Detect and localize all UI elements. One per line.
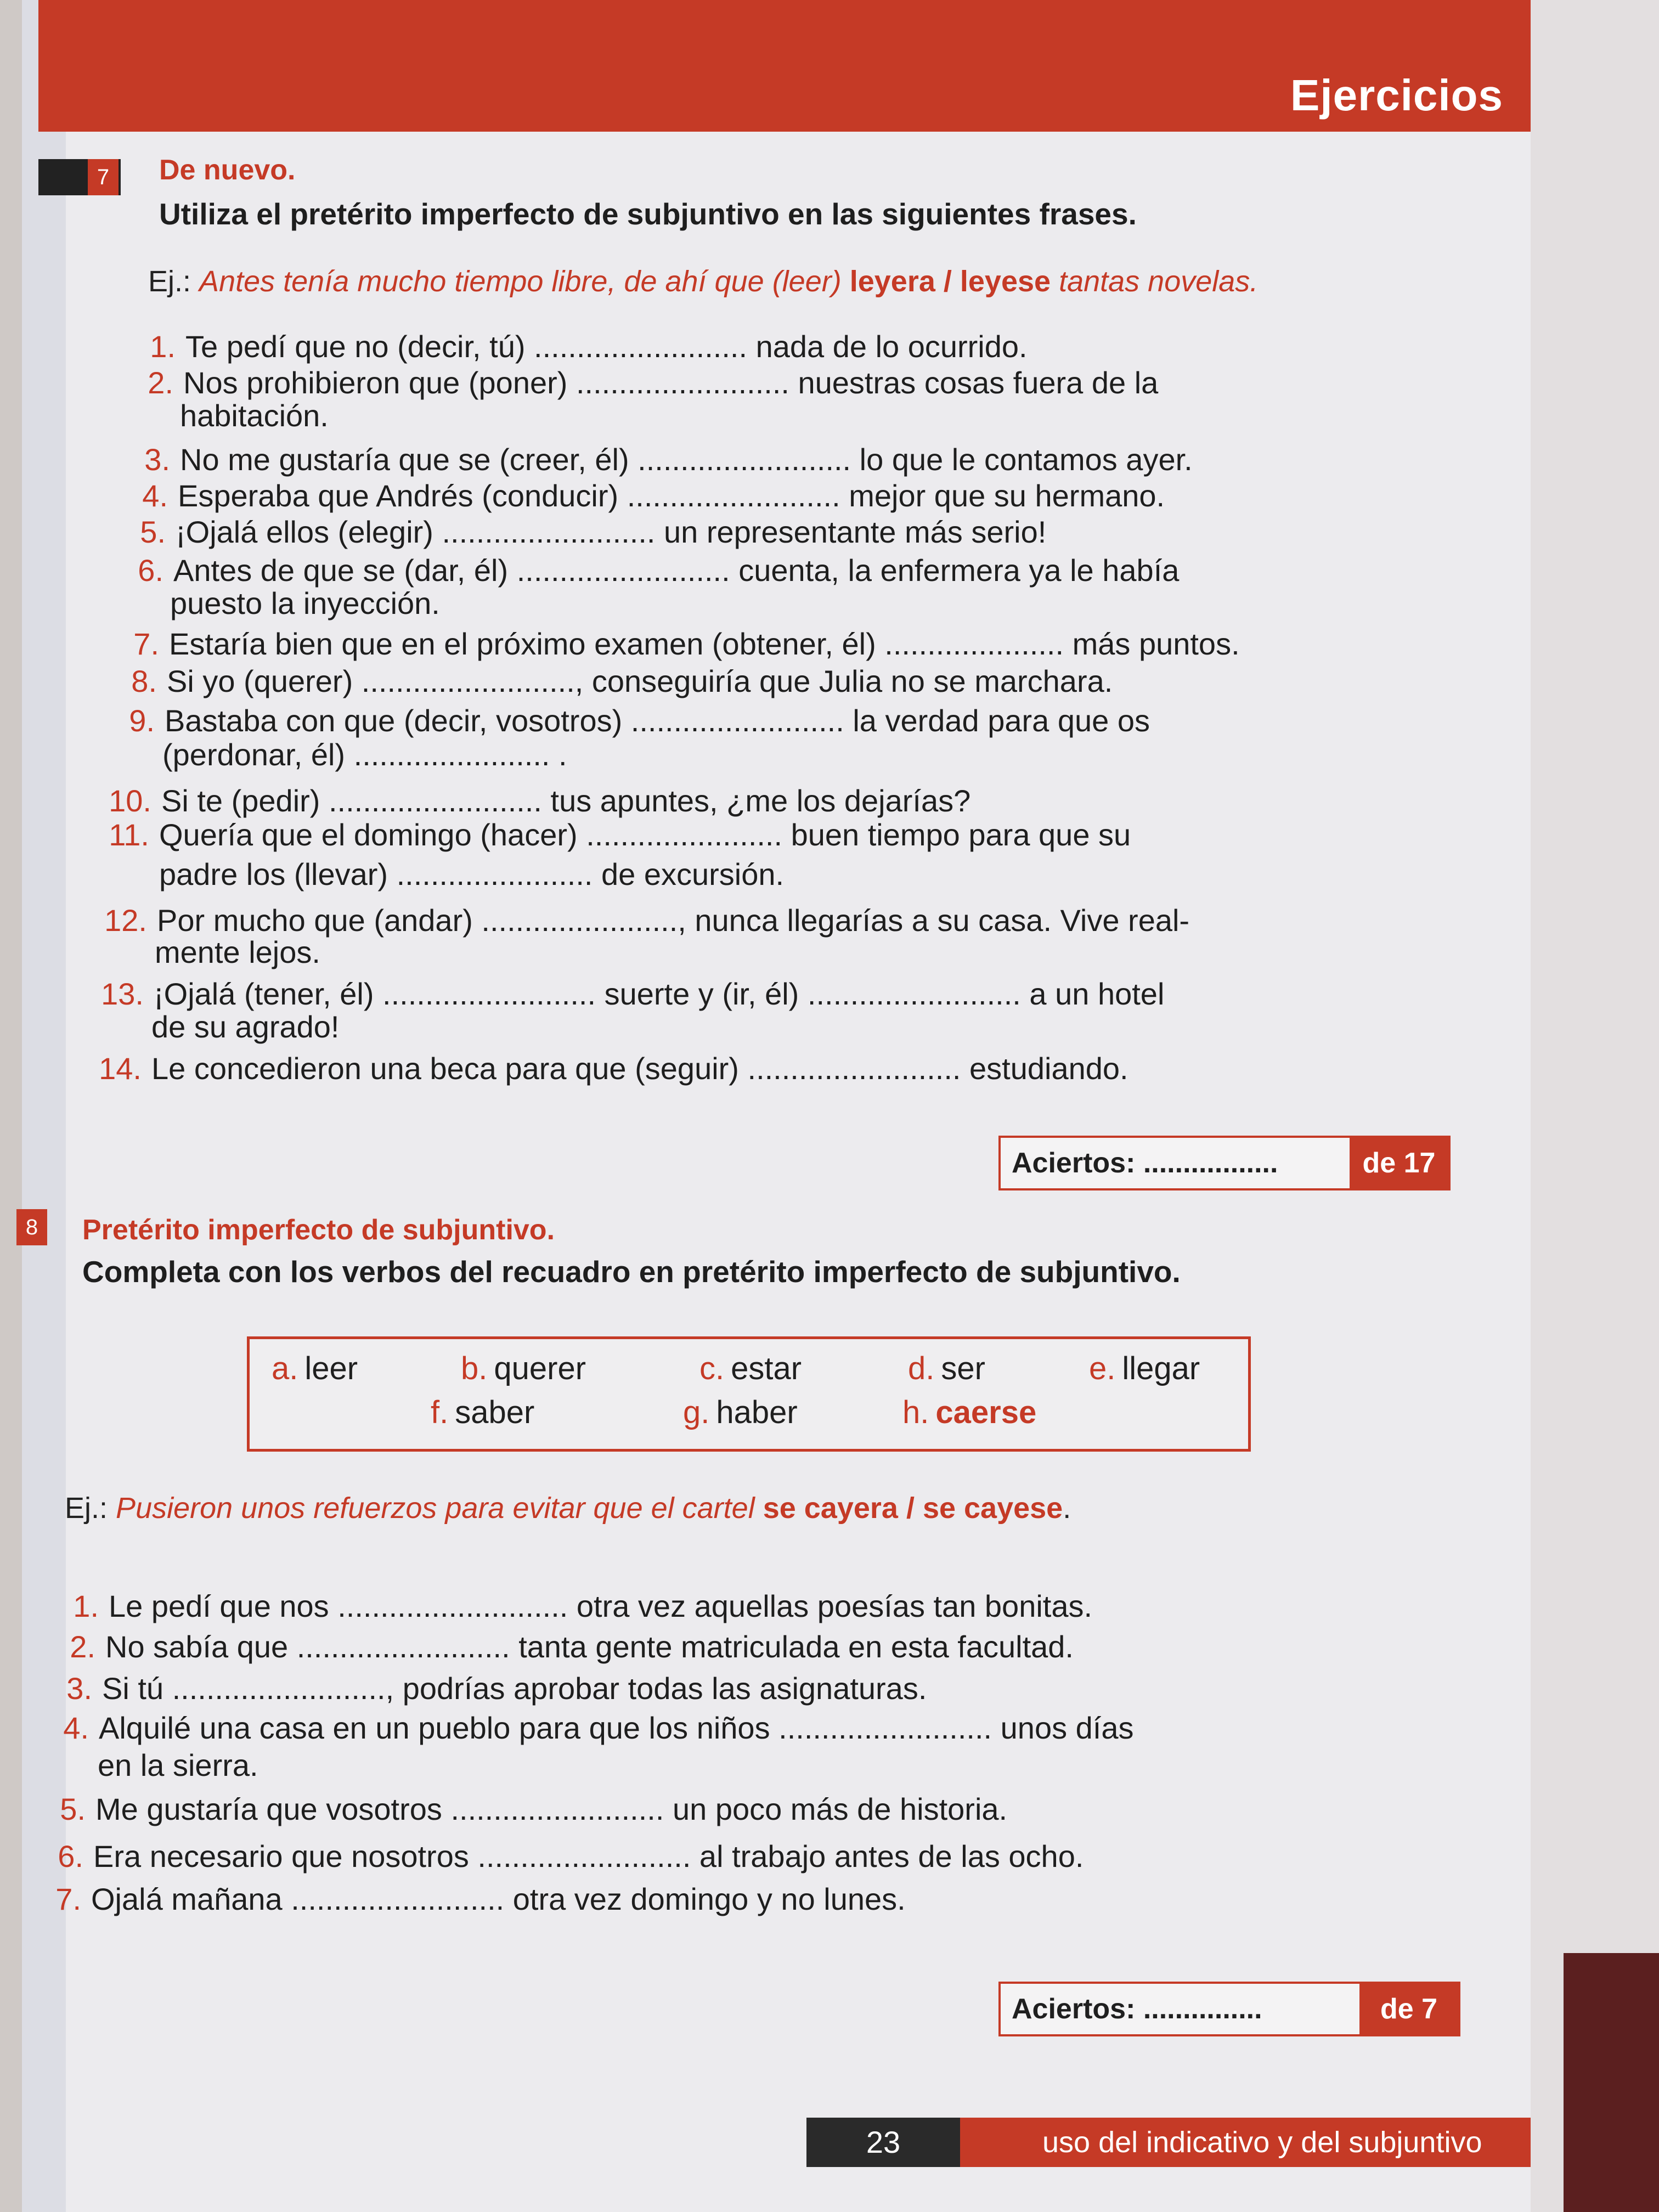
exercise-line: 6. Antes de que se (dar, él) ......................... cuenta, la enfermera ya le había <box>138 553 1180 588</box>
exercise-line: 9. Bastaba con que (decir, vosotros) ......................... la verdad para que os <box>129 703 1150 738</box>
exercise-line: 13. ¡Ojalá (tener, él) ......................... suerte y (ir, él) ......................... a un hotel <box>101 977 1165 1011</box>
score-total: de 7 <box>1359 1984 1458 2034</box>
exercise-line: 4. Alquilé una casa en un pueblo para que los niños ......................... unos días <box>63 1711 1134 1745</box>
exercise-7-score-box <box>998 1136 1451 1190</box>
exercise-7-number: 7 <box>88 159 119 195</box>
exercise-line-continuation: habitación. <box>180 398 329 433</box>
exercise-line: 5. ¡Ojalá ellos (elegir) ......................... un representante más serio! <box>140 515 1047 549</box>
exercise-line: 4. Esperaba que Andrés (conducir) ......................... mejor que su hermano. <box>142 478 1165 513</box>
exercise-line: 3. Si tú ........................., podrías aprobar todas las asignaturas. <box>66 1671 927 1706</box>
exercise-8-example <box>65 1491 1071 1525</box>
exercise-line: 14. Le concedieron una beca para que (seguir) ......................... estudiando. <box>99 1051 1128 1086</box>
score-label: Aciertos: ................. <box>1012 1147 1278 1179</box>
score-total: de 17 <box>1350 1138 1448 1188</box>
header-bar <box>38 0 1553 132</box>
exercise-line: 10. Si te (pedir) ......................... tus apuntes, ¿me los dejarías? <box>109 783 971 818</box>
exercise-7-example <box>148 264 1258 298</box>
example-text-after: . <box>1063 1492 1071 1525</box>
exercise-line: 5. Me gustaría que vosotros ......................... un poco más de historia. <box>60 1792 1008 1826</box>
exercise-8-heading: Pretérito imperfecto de subjuntivo. <box>82 1214 555 1246</box>
exercise-line: 8. Si yo (querer) ........................., conseguiría que Julia no se marchara. <box>131 664 1113 698</box>
verb-box <box>247 1336 1251 1452</box>
background-cloth <box>1564 1953 1659 2212</box>
verb-option: h. caerse <box>902 1395 1037 1430</box>
exercise-line: 2. Nos prohibieron que (poner) ......................... nuestras cosas fuera de la <box>148 365 1159 400</box>
verb-option: c. estar <box>699 1351 802 1386</box>
example-prefix: Ej.: <box>65 1492 108 1525</box>
example-prefix: Ej.: <box>148 265 191 298</box>
exercise-7-heading: De nuevo. <box>159 154 296 186</box>
example-answer: leyera / leyese <box>849 265 1051 298</box>
exercise-8-instruction: Completa con los verbos del recuadro en pretérito imperfecto de subjuntivo. <box>82 1255 1181 1289</box>
exercise-line: 2. No sabía que ......................... tanta gente matriculada en esta facultad. <box>70 1629 1074 1664</box>
book-page <box>22 0 1591 2212</box>
example-text-before: Antes tenía mucho tiempo libre, de ahí que (leer) <box>199 265 842 298</box>
verb-option: b. querer <box>461 1351 586 1386</box>
example-answer: se cayera / se cayese <box>763 1492 1063 1525</box>
background-surface <box>1531 0 1659 2212</box>
verb-option: f. saber <box>431 1395 535 1430</box>
exercise-8-score-box <box>998 1982 1460 2036</box>
exercise-8-number: 8 <box>16 1209 47 1245</box>
verb-option: e. llegar <box>1089 1351 1200 1386</box>
exercise-line: 12. Por mucho que (andar) ......................., nunca llegarías a su casa. Vive real- <box>104 903 1190 938</box>
verb-option: g. haber <box>683 1395 798 1430</box>
exercise-line-continuation: en la sierra. <box>98 1748 258 1782</box>
exercise-line-continuation: de su agrado! <box>151 1009 340 1044</box>
verb-option: a. leer <box>272 1351 358 1386</box>
score-label: Aciertos: ............... <box>1012 1993 1262 2025</box>
page-title: Ejercicios <box>1290 71 1503 120</box>
exercise-line: 3. No me gustaría que se (creer, él) ......................... lo que le contamos ayer. <box>144 442 1193 477</box>
exercise-line-continuation: padre los (llevar) ....................... de excursión. <box>159 857 785 891</box>
exercise-line: 1. Le pedí que nos ........................... otra vez aquellas poesías tan bonitas. <box>73 1589 1093 1623</box>
exercise-7-instruction: Utiliza el pretérito imperfecto de subjuntivo en las siguientes frases. <box>159 197 1137 231</box>
exercise-line: 11. Quería que el domingo (hacer) ....................... buen tiempo para que su <box>109 817 1131 852</box>
exercise-line: 6. Era necesario que nosotros ......................... al trabajo antes de las ocho. <box>58 1839 1084 1874</box>
page-number: 23 <box>806 2118 960 2167</box>
page-spine <box>22 0 66 2212</box>
exercise-line-continuation: (perdonar, él) ....................... . <box>162 737 567 772</box>
exercise-line: 7. Ojalá mañana ......................... otra vez domingo y no lunes. <box>55 1882 906 1916</box>
exercise-line-continuation: mente lejos. <box>155 935 320 969</box>
exercise-line: 7. Estaría bien que en el próximo examen (obtener, él) ..................... más puntos. <box>133 627 1240 661</box>
footer-section-title: uso del indicativo y del subjuntivo <box>960 2118 1596 2167</box>
exercise-line: 1. Te pedí que no (decir, tú) ......................... nada de lo ocurrido. <box>150 329 1028 364</box>
example-text-after: tantas novelas. <box>1059 265 1259 298</box>
verb-option: d. ser <box>908 1351 985 1386</box>
exercise-line-continuation: puesto la inyección. <box>170 586 440 620</box>
example-text-before: Pusieron unos refuerzos para evitar que el cartel <box>116 1492 755 1525</box>
